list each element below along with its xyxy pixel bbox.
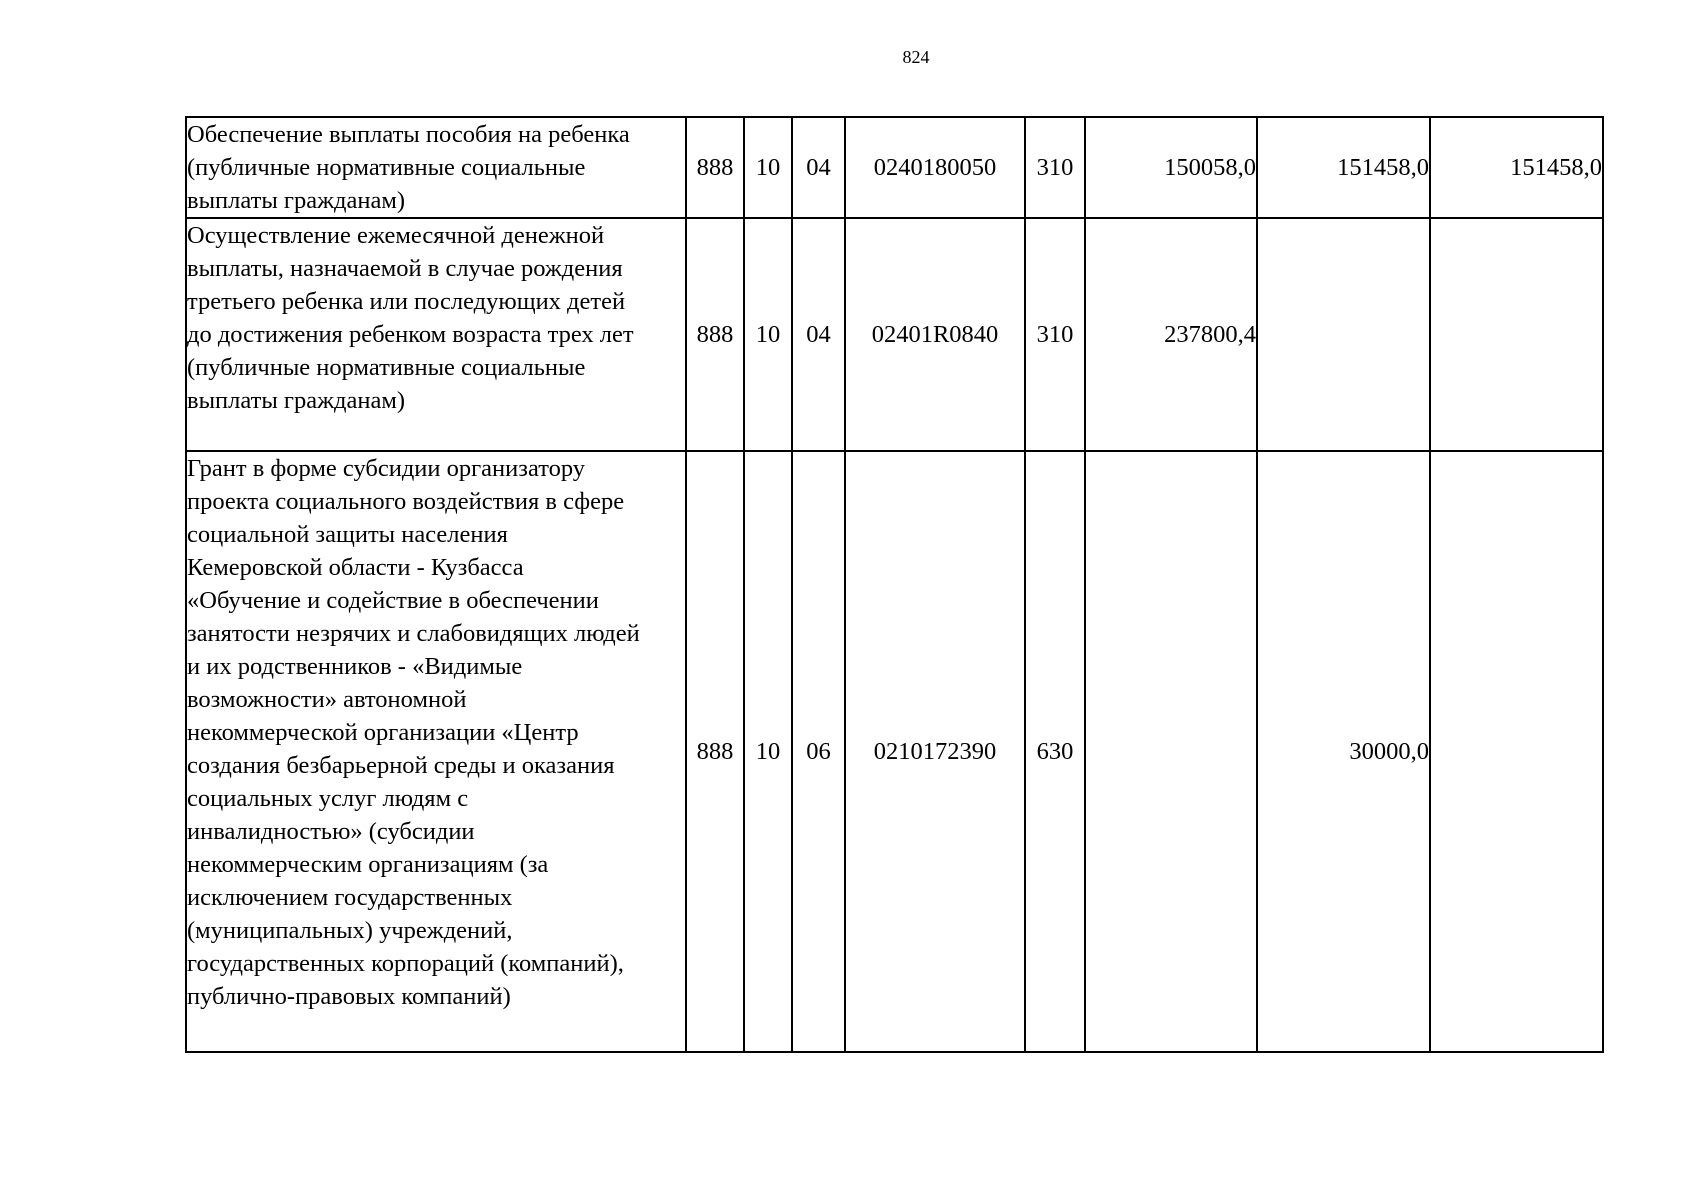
row-description: Грант в форме субсидии организатору проекта социального воздействия в сфере социальной защиты населения Кемеровской области - Кузбасса «Обучение и содействие в обеспечении занятости незрячих и слабовидящих людей и их родственников - «Видимые возможности» автономной некоммерческой организации «Центр создания безбарьерной среды и оказания социальных услуг людям с инвалидностью» (субсидии некоммерческим организациям (за исключением государственных (муниципальных) учреждений, государственных корпораций (компаний), публично-правовых компаний) xyxy=(186,451,686,1052)
table-row xyxy=(186,117,1603,218)
section-code: 10 xyxy=(744,451,792,1052)
amount-year-1 xyxy=(1085,451,1257,1052)
budget-table xyxy=(185,116,1604,1053)
target-article-code: 0240180050 xyxy=(845,117,1025,218)
amount-year-2 xyxy=(1257,218,1430,451)
expense-type-code: 630 xyxy=(1025,451,1085,1052)
row-description: Обеспечение выплаты пособия на ребенка (публичные нормативные социальные выплаты гражданам) xyxy=(186,117,686,218)
page-number: 824 xyxy=(902,47,930,67)
section-code: 10 xyxy=(744,117,792,218)
target-article-code: 0210172390 xyxy=(845,451,1025,1052)
subsection-code: 04 xyxy=(792,117,845,218)
amount-year-1: 150058,0 xyxy=(1085,117,1257,218)
target-article-code: 02401R0840 xyxy=(845,218,1025,451)
row-description: Осуществление ежемесячной денежной выплаты, назначаемой в случае рождения третьего ребенка или последующих детей до достижения ребенком возраста трех лет (публичные нормативные социальные выплаты гражданам) xyxy=(186,218,686,451)
subsection-code: 06 xyxy=(792,451,845,1052)
ministry-code: 888 xyxy=(686,117,744,218)
amount-year-2: 151458,0 xyxy=(1257,117,1430,218)
table-row xyxy=(186,451,1603,1052)
amount-year-3 xyxy=(1430,218,1603,451)
amount-year-3 xyxy=(1430,451,1603,1052)
table-row xyxy=(186,218,1603,451)
ministry-code: 888 xyxy=(686,451,744,1052)
subsection-code: 04 xyxy=(792,218,845,451)
section-code: 10 xyxy=(744,218,792,451)
amount-year-2: 30000,0 xyxy=(1257,451,1430,1052)
expense-type-code: 310 xyxy=(1025,218,1085,451)
amount-year-3: 151458,0 xyxy=(1430,117,1603,218)
amount-year-1: 237800,4 xyxy=(1085,218,1257,451)
expense-type-code: 310 xyxy=(1025,117,1085,218)
ministry-code: 888 xyxy=(686,218,744,451)
